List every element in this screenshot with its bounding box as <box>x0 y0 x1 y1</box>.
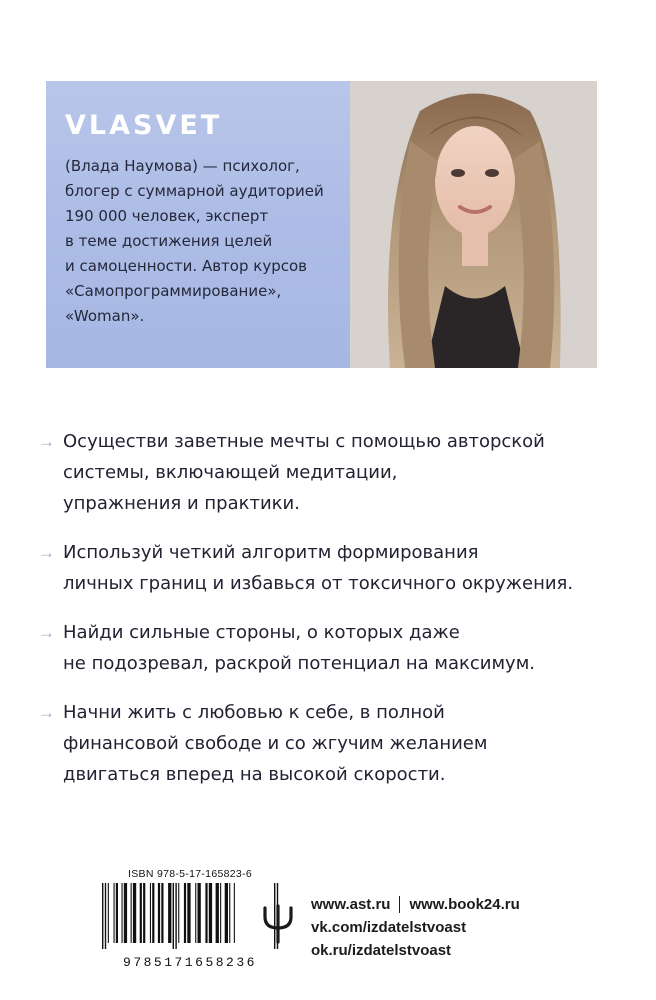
author-portrait-illustration <box>350 81 597 368</box>
link-vk[interactable]: vk.com/izdatelstvoast <box>311 919 467 936</box>
feature-line: Осуществи заветные мечты с помощью авторской <box>63 431 545 452</box>
author-bio-line: 190 000 человек, эксперт <box>65 207 269 225</box>
feature-line: Начни жить с любовью к себе, в полной <box>63 702 445 723</box>
feature-line: Найди сильные стороны, о которых даже <box>63 622 460 643</box>
arrow-right-icon: → <box>38 703 55 722</box>
author-bio-line: в теме достижения целей <box>65 232 273 250</box>
links-row <box>311 916 520 939</box>
feature-list <box>38 426 638 808</box>
barcode-digits: 9785171658236 <box>123 955 257 970</box>
author-bio-line: блогер с суммарной аудиторией <box>65 182 324 200</box>
feature-line: личных границ и избавься от токсичного окружения. <box>63 573 574 594</box>
feature-item <box>38 697 638 790</box>
isbn-label: ISBN 978-5-17-165823-6 <box>128 868 252 880</box>
feature-text <box>63 426 545 519</box>
arrow-right-icon: → <box>38 623 55 642</box>
publisher-links <box>311 893 520 962</box>
author-block <box>46 81 597 368</box>
author-bio-line: «Самопрограммирование», <box>65 282 282 300</box>
feature-line: финансовой свободе и со жгучим желанием <box>63 733 488 754</box>
feature-item <box>38 426 638 519</box>
author-name: VLASVET <box>65 110 223 141</box>
barcode-icon <box>98 883 282 949</box>
feature-line: двигаться вперед на высокой скорости. <box>63 764 446 785</box>
feature-text <box>63 697 487 790</box>
link-ast[interactable]: www.ast.ru <box>311 896 391 913</box>
author-bio-line: (Влада Наумова) — психолог, <box>65 157 300 175</box>
divider <box>399 896 400 913</box>
author-bio-line: и самоценности. Автор курсов <box>65 257 307 275</box>
feature-line: системы, включающей медитации, <box>63 462 398 483</box>
publisher-logo <box>262 904 294 944</box>
link-ok[interactable]: ok.ru/izdatelstvoast <box>311 942 452 959</box>
links-row <box>311 939 520 962</box>
arrow-right-icon: → <box>38 432 55 451</box>
author-bio-line: «Woman». <box>65 307 145 325</box>
author-bio <box>65 154 350 329</box>
barcode-block <box>98 868 282 976</box>
links-row <box>311 893 520 916</box>
arrow-right-icon: → <box>38 543 55 562</box>
psi-trident-logo-icon <box>262 904 294 944</box>
feature-text <box>63 537 573 599</box>
feature-text <box>63 617 535 679</box>
feature-line: упражнения и практики. <box>63 493 300 514</box>
feature-item <box>38 537 638 599</box>
feature-line: Используй четкий алгоритм формирования <box>63 542 479 563</box>
author-photo <box>350 81 597 368</box>
author-info-panel <box>46 81 350 368</box>
feature-line: не подозревал, раскрой потенциал на максимум. <box>63 653 535 674</box>
link-book24[interactable]: www.book24.ru <box>409 896 520 913</box>
feature-item <box>38 617 638 679</box>
